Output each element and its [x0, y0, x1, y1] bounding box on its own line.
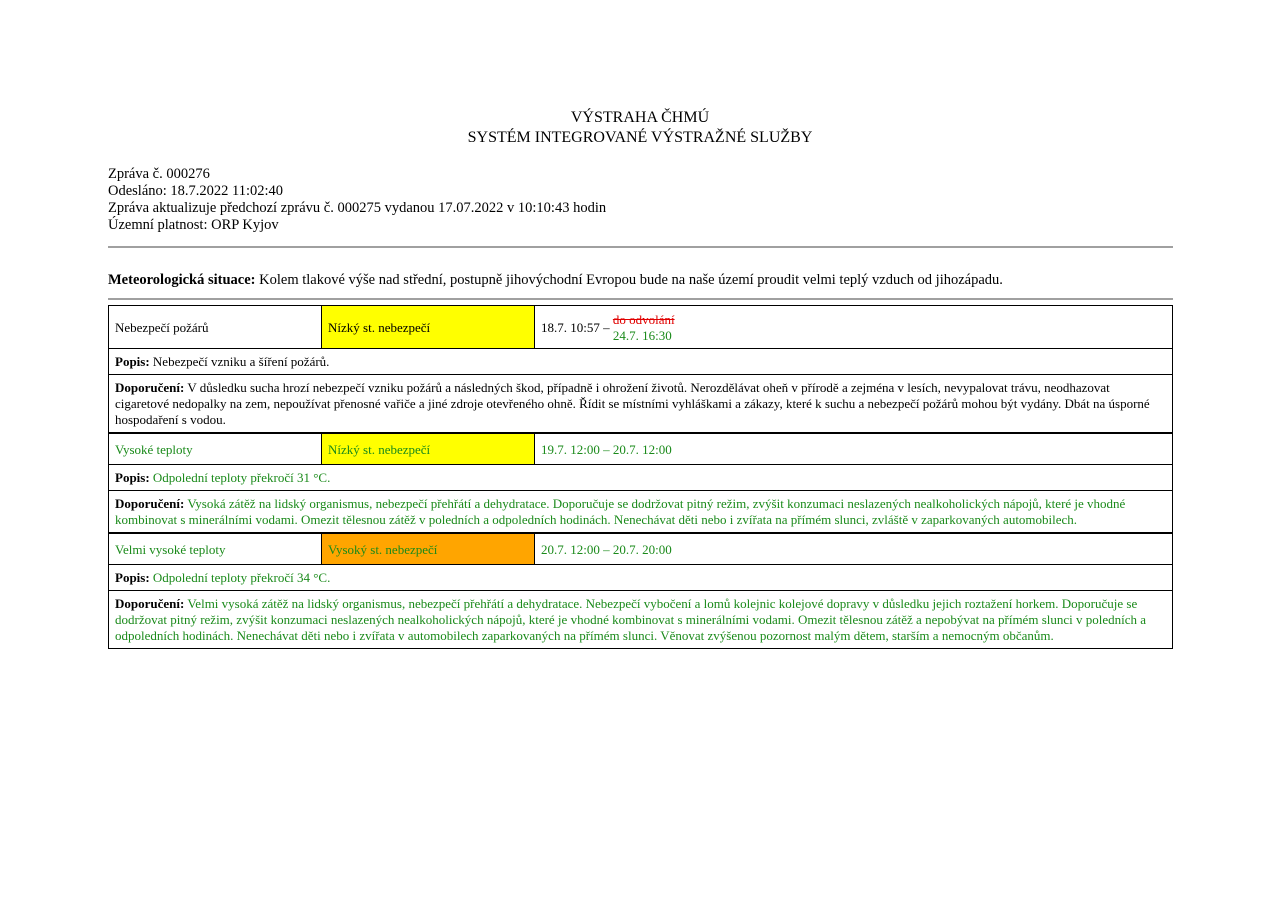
description-label: Popis:	[115, 354, 150, 369]
warning-description	[109, 465, 1173, 491]
warning-type: Vysoké teploty	[109, 433, 322, 465]
meteorological-situation	[108, 271, 1173, 289]
page-title	[0, 108, 1280, 148]
time-old-end: do odvolání	[612, 311, 675, 327]
warning-description	[109, 349, 1173, 375]
territorial-validity: Územní platnost: ORP Kyjov	[108, 217, 279, 233]
warning-recommendation-row	[109, 591, 1173, 649]
warning-description-row	[109, 349, 1173, 375]
warning-time: 19.7. 12:00 – 20.7. 12:00	[535, 433, 1173, 465]
warning-type: Nebezpečí požárů	[109, 306, 322, 349]
warning-row-very-high-temp	[109, 533, 1173, 565]
warning-description	[109, 565, 1173, 591]
description-label: Popis:	[115, 570, 150, 585]
warning-time: 20.7. 12:00 – 20.7. 20:00	[535, 533, 1173, 565]
recommendation-label: Doporučení:	[115, 380, 185, 395]
warning-recommendation-row	[109, 375, 1173, 434]
recommendation-text: Vysoká zátěž na lidský organismus, nebezpečí přehřátí a dehydratace. Doporučuje se dodržovat pitný režim, zvýšit konzumaci neslazených nealkoholických nápojů, které je vhodné kombinovat s minerálními vodami. Omezit tělesnou zátěž v poledních a odpoledních hodinách. Nenechávat děti nebo i zvířata na přímém slunci, zvláště v zaparkovaných automobilech.	[115, 496, 1126, 527]
warning-type: Velmi vysoké teploty	[109, 533, 322, 565]
update-info: Zpráva aktualizuje předchozí zprávu č. 000275 vydanou 17.07.2022 v 10:10:43 hodin	[108, 200, 607, 216]
warning-recommendation-row	[109, 491, 1173, 534]
time-new-end: 24.7. 16:30	[612, 327, 672, 343]
warning-description-row	[109, 465, 1173, 491]
warning-row-high-temp	[109, 433, 1173, 465]
description-label: Popis:	[115, 470, 150, 485]
warning-recommendation	[109, 375, 1173, 434]
message-meta	[108, 166, 606, 234]
recommendation-label: Doporučení:	[115, 496, 185, 511]
recommendation-text: Velmi vysoká zátěž na lidský organismus, nebezpečí přehřátí a dehydratace. Nebezpečí vybočení a lomů kolejnic kolejové dopravy v důsledku jejich roztažení horkem. Doporučuje se dodržovat pitný režim, zvýšit konzumaci neslazených nealkoholických nápojů, které je vhodné kombinovat s minerálními vodami. Omezit tělesnou zátěž a nepobývat na přímém slunci v poledních a odpoledních hodinách. Nenechávat děti nebo i zvířata v automobilech zaparkovaných na přímém slunci. Věnovat zvýšenou pozornost malým dětem, starším a nemocným občanům.	[115, 596, 1147, 643]
sent-time: Odesláno: 18.7.2022 11:02:40	[108, 183, 284, 199]
description-text: Nebezpečí vzniku a šíření požárů.	[149, 354, 330, 369]
warning-row-fire	[109, 306, 1173, 349]
warning-level-badge: Nízký st. nebezpečí	[322, 306, 535, 349]
divider	[108, 298, 1173, 300]
title-line-2: SYSTÉM INTEGROVANÉ VÝSTRAŽNÉ SLUŽBY	[467, 129, 813, 146]
recommendation-label: Doporučení:	[115, 596, 185, 611]
situation-label: Meteorologická situace:	[108, 272, 256, 288]
warning-recommendation	[109, 491, 1173, 534]
title-line-1: VÝSTRAHA ČHMÚ	[570, 109, 710, 126]
message-number: Zpráva č. 000276	[108, 166, 210, 182]
recommendation-text: V důsledku sucha hrozí nebezpečí vzniku požárů a následných škod, případně i ohrožení životů. Nerozdělávat oheň v přírodě a zejména v lesích, nevypalovat trávu, neodhazovat cigaretové nedopalky na zem, nepoužívat přenosné vařiče a jiné zdroje otevřeného ohně. Řídit se místními vyhláškami a zákazy, které k suchu a nebezpečí požárů mohou být vydány. Dbát na úsporné hospodaření s vodou.	[115, 380, 1150, 427]
description-text: Odpolední teploty překročí 34 °C.	[149, 570, 331, 585]
warning-level-badge: Nízký st. nebezpečí	[322, 433, 535, 465]
warning-level-badge: Vysoký st. nebezpečí	[322, 533, 535, 565]
warning-time	[535, 306, 1173, 349]
warning-recommendation	[109, 591, 1173, 649]
time-start: 18.7. 10:57 –	[541, 319, 613, 335]
description-text: Odpolední teploty překročí 31 °C.	[149, 470, 331, 485]
warnings-table	[108, 305, 1173, 649]
warning-description-row	[109, 565, 1173, 591]
situation-text: Kolem tlakové výše nad střední, postupně jihovýchodní Evropou bude na naše území proudit velmi teplý vzduch od jihozápadu.	[255, 272, 1003, 288]
divider	[108, 246, 1173, 248]
